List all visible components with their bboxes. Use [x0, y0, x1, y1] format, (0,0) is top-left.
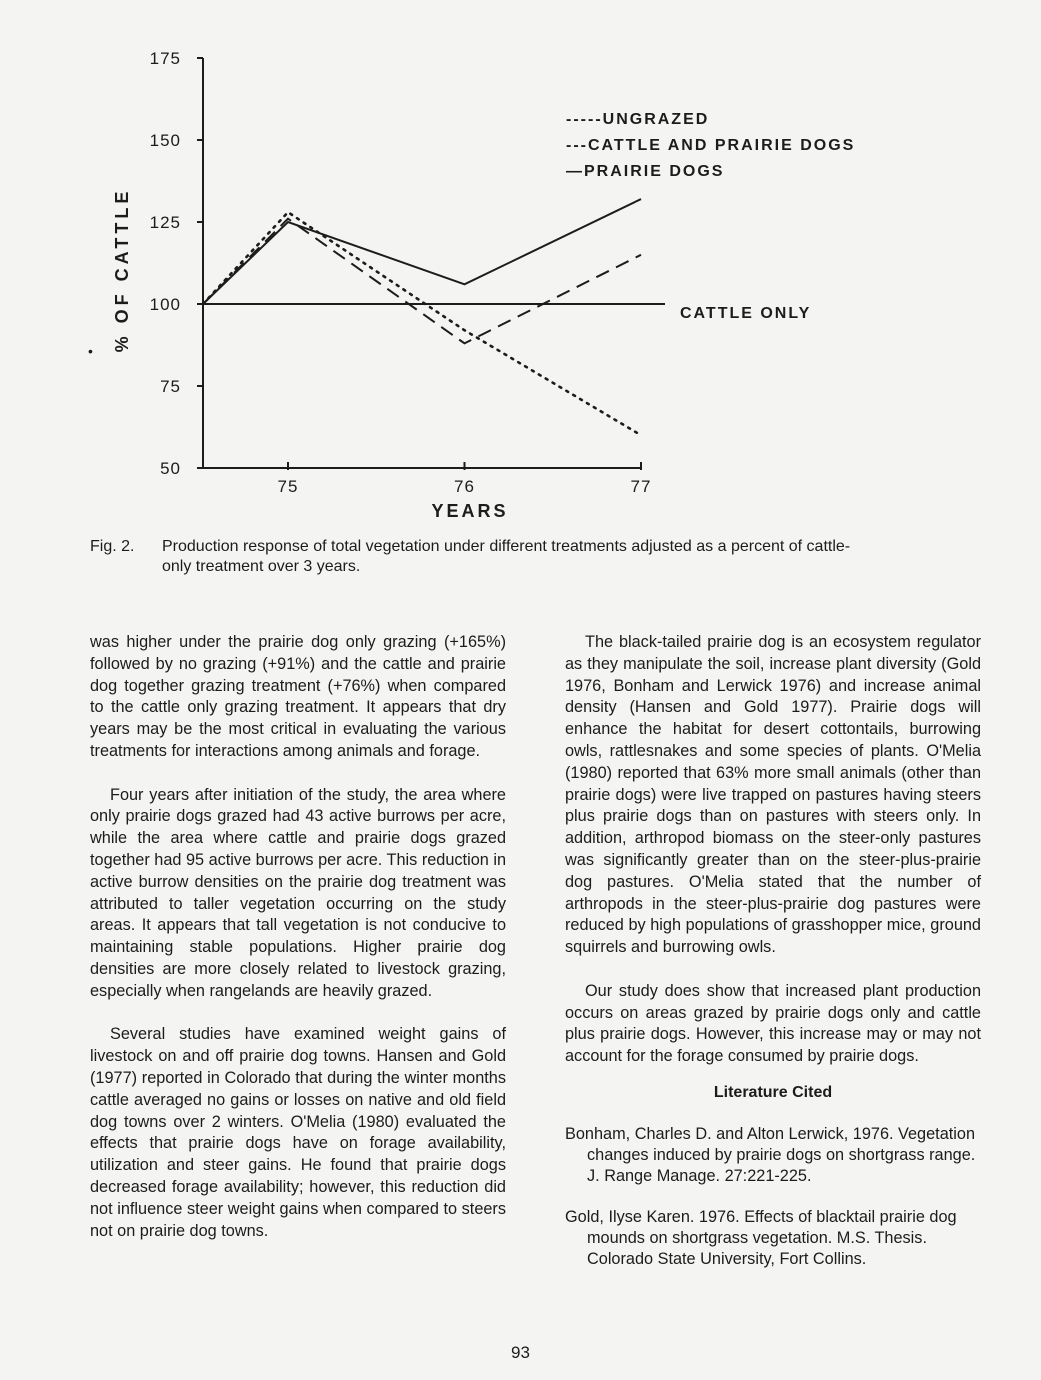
caption-line-2: only treatment over 3 years.: [162, 558, 361, 575]
y-axis-bullet: •: [88, 343, 93, 359]
paragraph: was higher under the prairie dog only grazing (+165%) followed by no grazing (+91%) and the cattle and prairie dog together grazing treatment (+76%) when compared to the cattle only grazing treatment. It appears that dry years may be the most critical in evaluating the various treatments for interactions among animals and forage.: [90, 633, 506, 760]
y-tick-label: 150: [149, 131, 181, 150]
paragraph: Four years after initiation of the study, the area where only prairie dogs grazed had 43 active burrows per acre, while the area where cattle and prairie dogs grazed together had 95 active burrows per acre. This reduction in active burrow densities on the prairie dog treatment was attributed to taller vegetation occurring on the study areas. It appears that tall vegetation is not conducive to maintaining stable populations. Higher prairie dog densities are more closely related to livestock grazing, especially when rangelands are heavily grazed.: [90, 785, 507, 1000]
x-tick-label: 75: [277, 477, 299, 496]
left-column: [90, 632, 506, 1264]
series-line-ungrazed: [203, 212, 641, 435]
legend-cattle-and-prairie-dogs: ---CATTLE AND PRAIRIE DOGS: [566, 137, 856, 154]
literature-heading: Literature Cited: [713, 1083, 833, 1101]
y-tick-label: 125: [149, 213, 181, 232]
y-tick-label: 100: [149, 295, 181, 314]
legend-ungrazed: -----UNGRAZED: [566, 111, 710, 128]
x-tick-label: 76: [454, 477, 475, 496]
series-lines: [203, 199, 665, 435]
y-tick-label: 75: [160, 377, 181, 396]
paragraph: Several studies have examined weight gains of livestock on and off prairie dog towns. Hansen and Gold (1977) reported in Colorado that during the winter months cattle averaged no gains or losses on native and old field dog towns over 2 winters. O'Melia (1980) evaluated the effects that prairie dogs have on forage availability, utilization and steer gains. He found that prairie dogs decreased forage availability; however, this reduction did not influence steer weight gains when compared to steers not on prairie dog towns.: [90, 1025, 506, 1240]
production-response-chart: [0, 0, 1041, 530]
paragraph: The black-tailed prairie dog is an ecosystem regulator as they manipulate the soil, increase plant diversity (Gold 1976, Bonham and Lerwick 1976) and increase animal density (Hansen and Gold 1977). Prairie dogs will enhance the habitat for desert cottontails, burrowing owls, rattlesnakes and some species of plants. O'Melia (1980) reported that 63% more small animals (other than prairie dogs) were live trapped on pastures having steers plus prairie dogs than on pastures with steers only. In addition, arthropod biomass on the steer-only pastures was significantly greater than on the steer-plus-prairie dog pastures. O'Melia stated that the number of arthropods in the steer-plus-prairie dog pastures were reduced by high populations of grasshopper mice, ground squirrels and burrowing owls.: [565, 633, 981, 957]
legend-prairie-dogs: —PRAIRIE DOGS: [566, 163, 725, 180]
page-number: 93: [511, 1343, 530, 1362]
figure-caption: [90, 537, 990, 577]
paragraph: Our study does show that increased plant production occurs on areas grazed by prairie dogs only and cattle plus prairie dogs. However, this increase may or may not account for the forage consumed by prairie dogs.: [565, 981, 981, 1066]
figure-label: Fig. 2.: [90, 538, 135, 555]
x-axis-label: YEARS: [431, 501, 509, 521]
y-axis-label: % OF CATTLE: [112, 187, 132, 353]
y-ticks: [150, 49, 203, 478]
caption-line-1: Production response of total vegetation under different treatments adjusted as a percent of cattle-: [162, 538, 851, 555]
cattle-only-annotation: CATTLE ONLY: [680, 305, 812, 322]
series-line-prairie-dogs: [203, 199, 641, 304]
y-tick-label: 50: [160, 459, 181, 478]
right-column: [565, 632, 981, 1290]
y-tick-label: 175: [149, 49, 181, 68]
reference-item: Bonham, Charles D. and Alton Lerwick, 1976. Vegetation changes induced by prairie dogs on shortgrass range. J. Range Manage. 27:221-225.: [565, 1124, 976, 1185]
x-tick-label: 77: [630, 477, 652, 496]
series-line-cattle-and-prairie-dogs: [203, 219, 641, 344]
reference-item: Gold, Ilyse Karen. 1976. Effects of blacktail prairie dog mounds on shortgrass vegetation. M.S. Thesis. Colorado State University, Fort Collins.: [565, 1207, 957, 1268]
